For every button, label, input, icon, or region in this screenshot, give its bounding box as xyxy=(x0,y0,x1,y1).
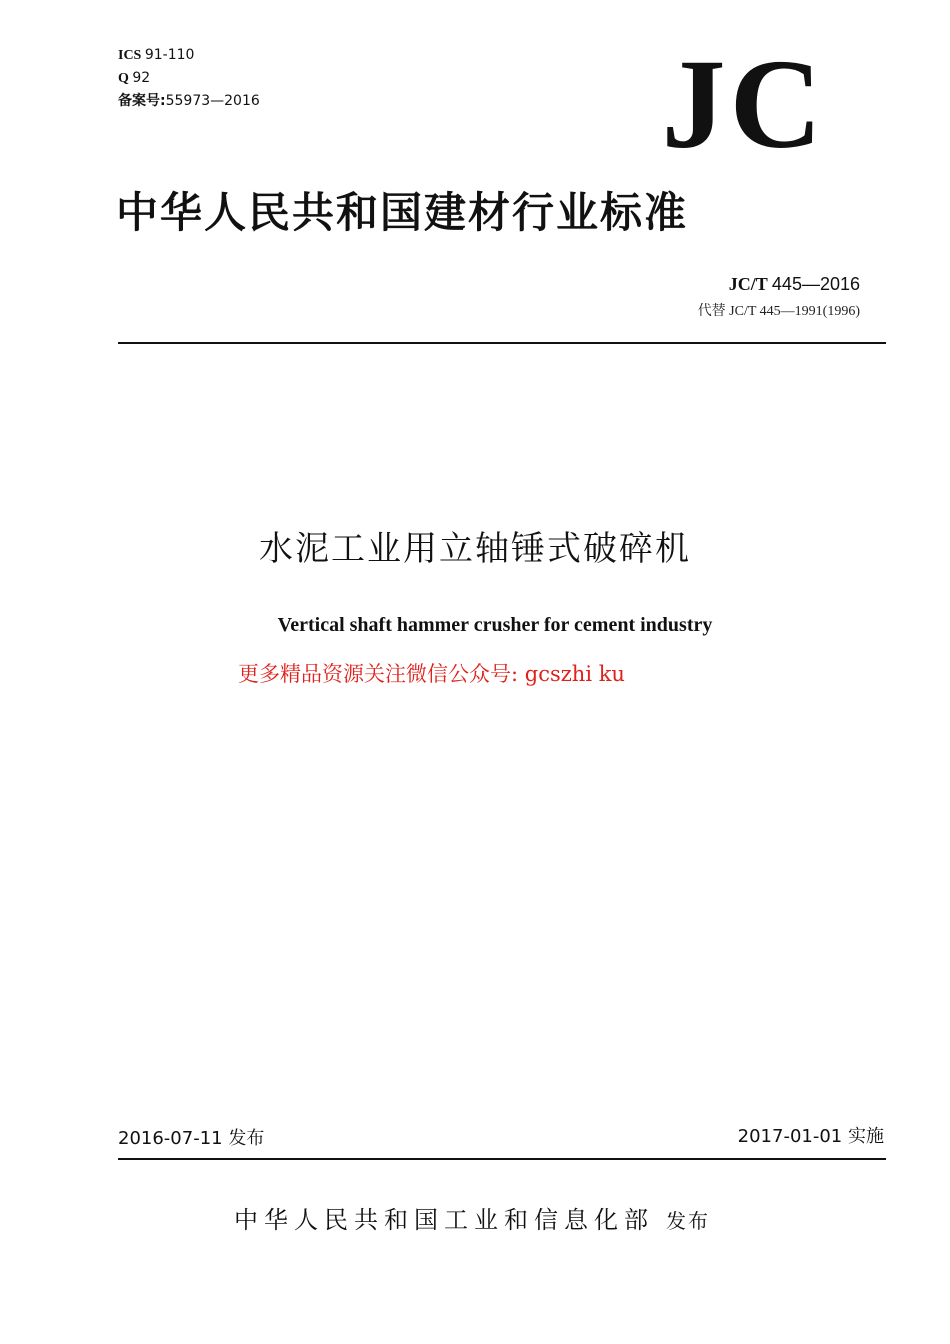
ics-line xyxy=(118,44,260,67)
issue-date: 2016-07-11 发布 xyxy=(118,1128,265,1149)
footer-divider xyxy=(118,1158,886,1160)
watermark-text: 更多精品资源关注微信公众号: gcszhi ku xyxy=(238,662,625,686)
record-line xyxy=(118,90,260,113)
implementation-date: 2017-01-01 实施 xyxy=(737,1126,884,1147)
record-value: 55973—2016 xyxy=(165,93,260,109)
classification-block xyxy=(118,44,260,113)
standard-category-title: 中华人民共和国建材行业标准 xyxy=(116,188,689,237)
publisher-action: 发布 xyxy=(666,1209,710,1233)
standard-number-value: 445—2016 xyxy=(771,274,860,294)
document-title-en: Vertical shaft hammer crusher for cement industry xyxy=(277,614,713,636)
replaces-note: 代替 JC/T 445—1991(1996) xyxy=(697,304,860,319)
header-divider xyxy=(118,342,886,344)
standard-number-prefix: JC/T xyxy=(728,274,768,294)
record-label: 备案号: xyxy=(118,93,166,109)
document-title-cn: 水泥工业用立轴锤式破碎机 xyxy=(259,529,691,569)
jc-logo: JC xyxy=(661,33,826,175)
publisher-line xyxy=(234,1202,710,1239)
ccs-label: Q xyxy=(118,71,129,86)
standard-number xyxy=(729,274,860,295)
ics-value: 91-110 xyxy=(144,47,195,63)
publisher-name: 中华人民共和国工业和信息化部 xyxy=(234,1206,654,1234)
ics-label: ICS xyxy=(118,48,142,63)
ccs-value: 92 xyxy=(132,70,151,86)
ccs-line xyxy=(118,67,260,90)
